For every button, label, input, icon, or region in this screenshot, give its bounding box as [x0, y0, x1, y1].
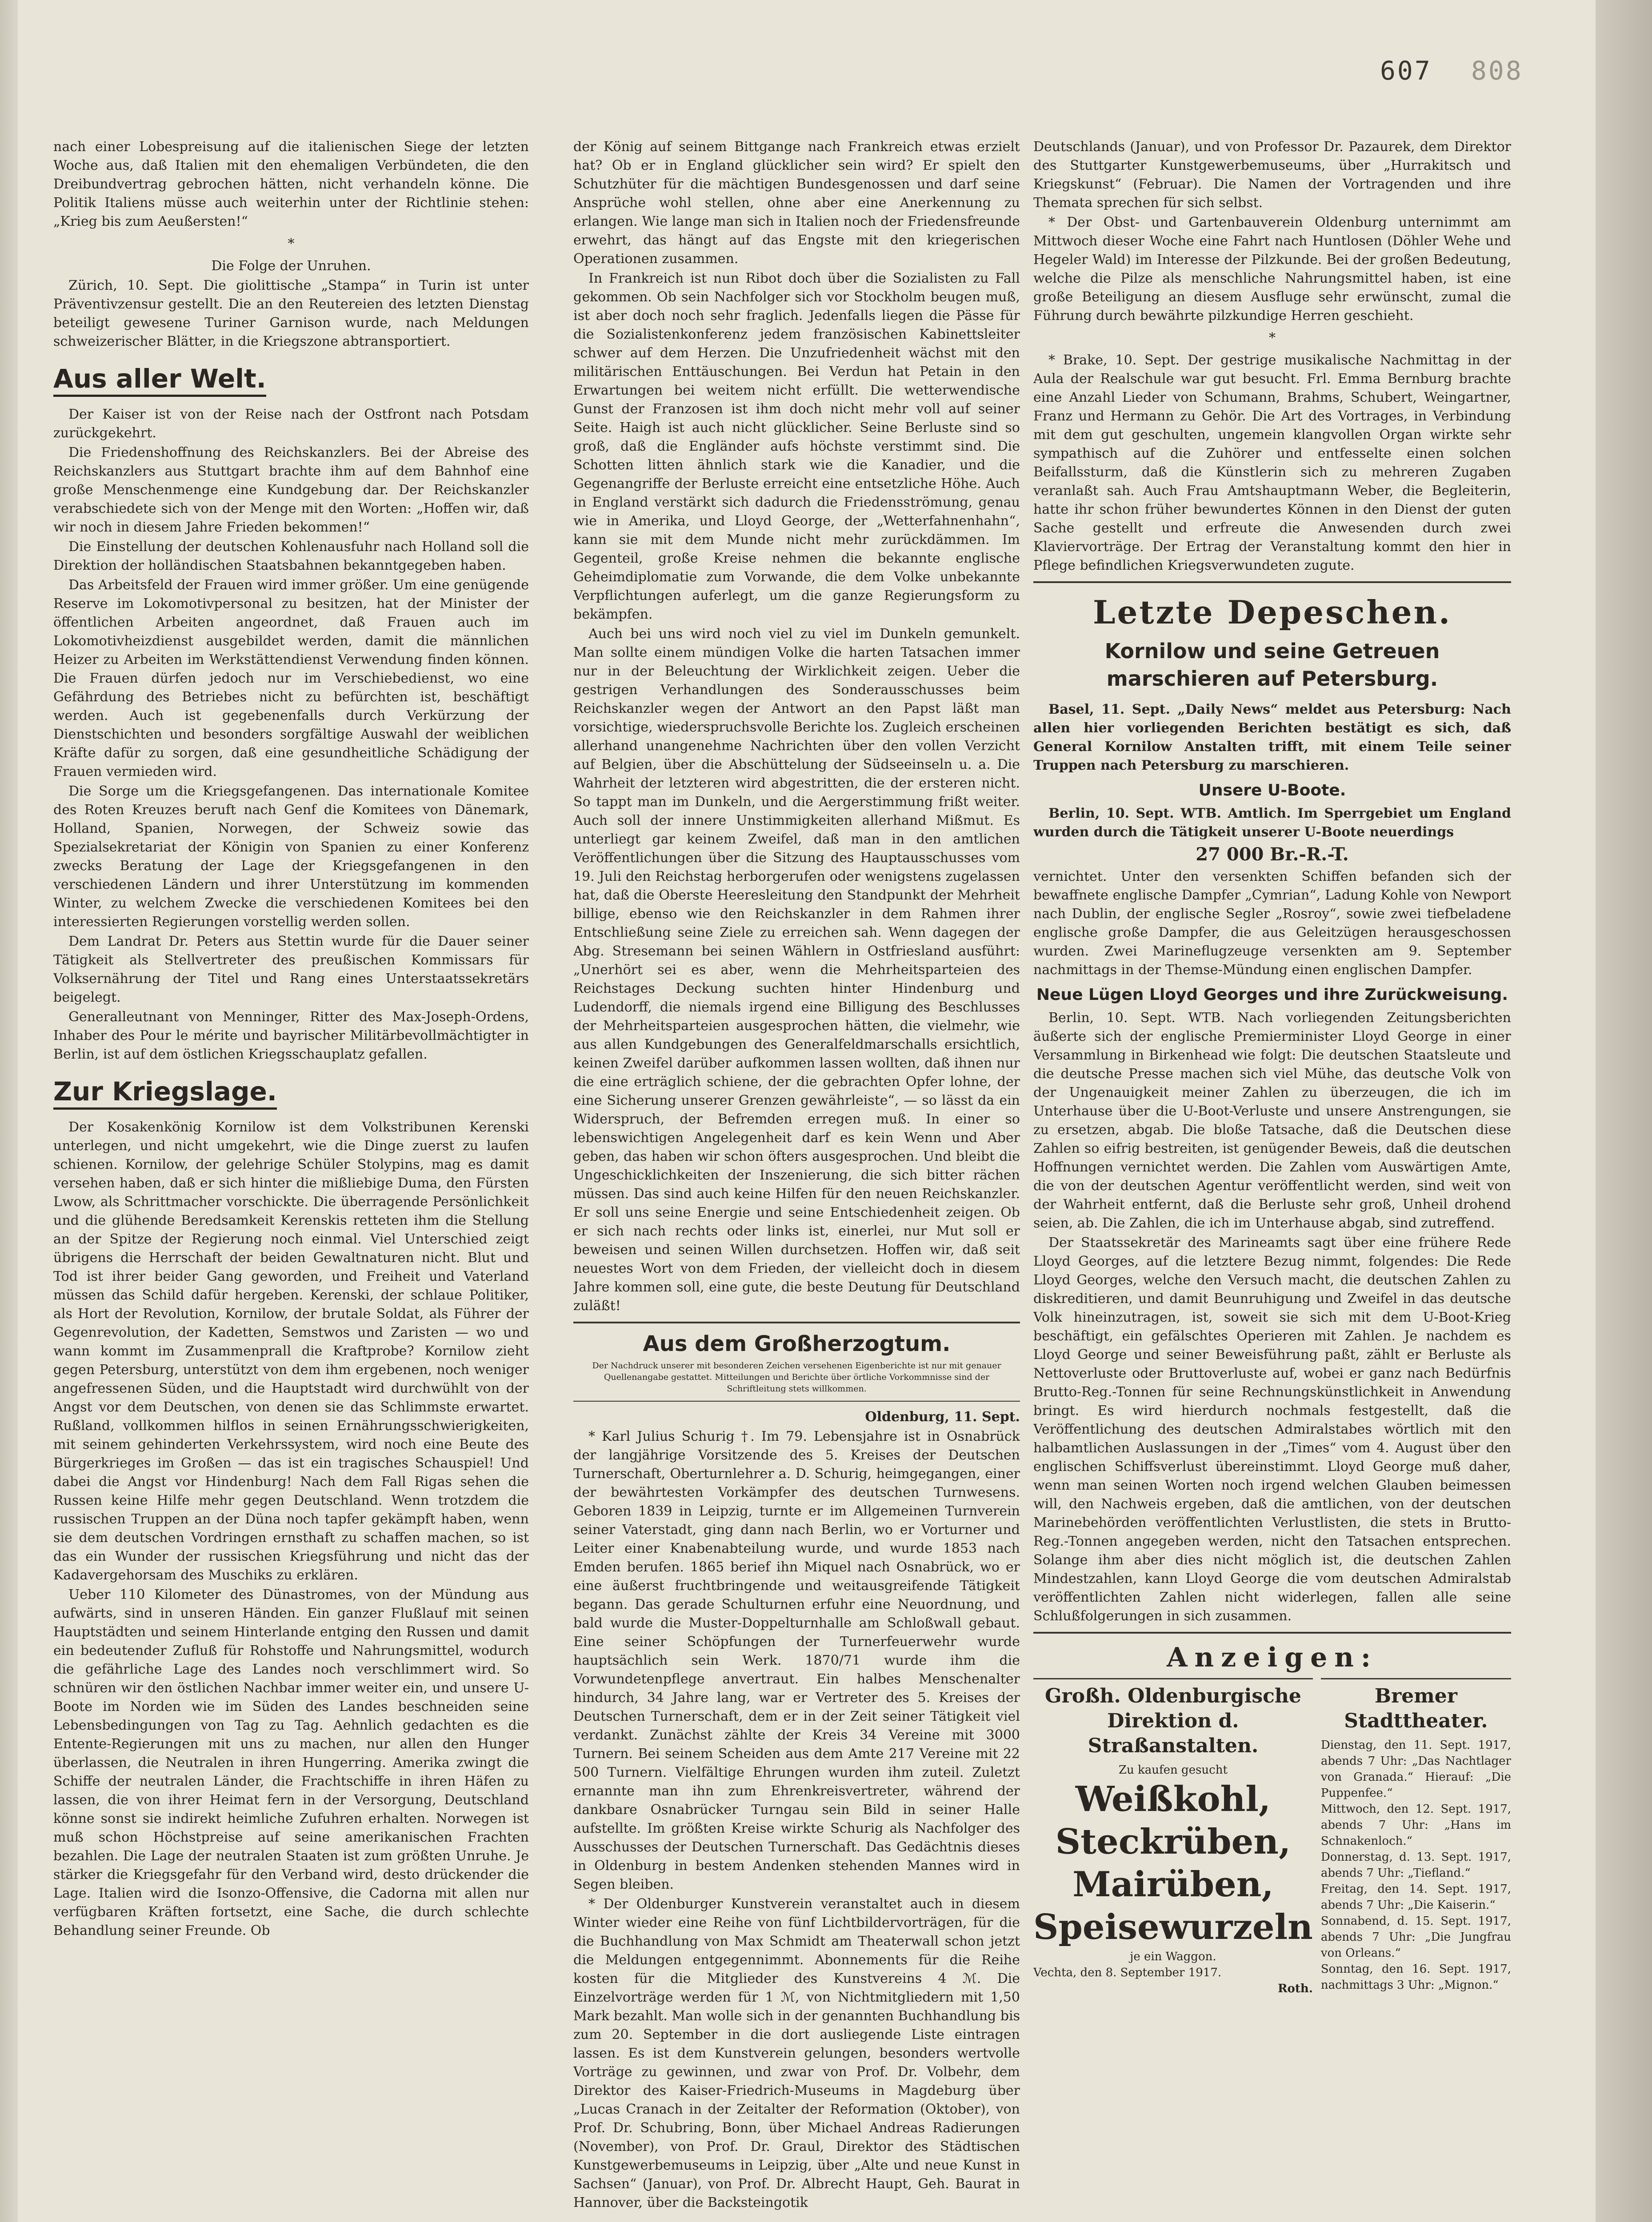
separator-star: * — [288, 236, 295, 252]
article-text: Deutschlands (Januar), und von Professor Dr. Pazaurek, dem Direktor des Stuttgarter Kunstgewerbemuseums, über „Hurrakitsch und Kriegskunst“ (Februar). Die Namen der Vortragenden und ihre Themata sprechen für sich selbst. — [1033, 139, 1511, 211]
page-number-faint: 808 — [1471, 56, 1523, 86]
ad-text: je ein Waggon. — [1130, 1950, 1216, 1963]
news-item: Die Einstellung der deutschen Kohlenausfuhr nach Holland soll die Direktion der holländischen Staatsbahnen bekanntgegeben haben. — [53, 539, 529, 573]
headline: Kornilow und seine Getreuen marschieren auf Petersburg. — [1104, 639, 1440, 691]
theater-listing: Mittwoch, den 12. Sept. 1917, abends 7 Uhr: „Hans im Schnakenloch.“ — [1320, 1802, 1511, 1848]
ad-text: Vechta, den 8. September 1917. — [1033, 1966, 1222, 1979]
news-item: Der Kaiser ist von der Reise nach der Ostfront nach Potsdam zurückgekehrt. — [53, 407, 529, 441]
theater-listing: Freitag, den 14. Sept. 1917, abends 7 Uhr: „Die Kaiserin.“ — [1320, 1882, 1511, 1912]
divider — [1033, 581, 1511, 583]
article-text: Der Kosakenkönig Kornilow ist dem Volkstribunen Kerenski unterlegen, und nicht umgekehrt, wie die Dinge zuerst zu laufen schienen. Kornilow, der gelehrige Schüler Stolypins, mag es damit versehen haben, daß er sich hinter die mißliebige Duma, den Fürsten Lwow, als Schrittmacher vorschickte. Die überragende Persönlichkeit und die glühende Beredsamkeit Kerenskis retteten ihm die Stellung an der Spitze der Regierung noch einmal. Viel Unterschied zeigt übrigens die Herrschaft der beiden Gewaltnaturen nicht. Blut und Tod ist ihrer beider Gang geworden, und Freiheit und Vaterland müssen das Schild dafür hergeben. Kerenski, der schlaue Politiker, als Hort der Revolution, Kornilow, der brutale Soldat, als Führer der Gegenrevolution, der Kadetten, Semstwos und Zaristen — wo und wann kommt im Zusammenprall die Kraftprobe? Kornilow zieht gegen Petersburg, unterstützt von dem ihm ergebenen, noch weniger angefressenen Süden, und die Hauptstadt wird durchwühlt von der Angst vor dem Deutschen, von denen sie das Schlimmste erwartet. Rußland, vollkommen hilflos in seinen Ernährungsschwierigkeiten, mit seinem gehinderten Verkehrssystem, wird noch eine Beute des Bürgerkrieges im Großen — das ist ein tragisches Schauspiel! Und dabei die Angst vor Hindenburg! Nach dem Fall Rigas sehen die Russen keine Hilfe mehr gegen Deutschland. Wenn trotzdem die russischen Truppen an der Düna noch tapfer gekämpft haben, wenn sie dem deutschen Vordringen ernsthaft zu schaffen machen, so ist das ein Wunder der russischen Kriegsführung und nicht das der Kadavergehorsam des Muschiks zu erklären. — [53, 1119, 529, 1583]
dispatch: vernichtet. Unter den versenkten Schiffen befanden sich der bewaffnete englische Dampfer „Cymrian“, Ladung Kohle von Newport nach Dublin, der englische Segler „Rosroy“, sowie zwei tiefbeladene englische große Dampfer, die aus Geleitzügen herausgeschossen wurden. Zwei Marineflugzeuge versenkten am 9. September nachmittags in der Themse-Mündung einen englischen Dampfer. — [1033, 869, 1511, 978]
section-title: Aus aller Welt. — [53, 364, 266, 397]
news-item: * Karl Julius Schurig †. Im 79. Lebensjahre ist in Osnabrück der langjährige Vorsitzende des 5. Kreises der Deutschen Turnerschaft, Oberturnlehrer a. D. Schurig, heimgegangen, einer der bewährtesten Vorkämpfer des deutschen Turnwesens. Geboren 1839 in Leipzig, turnte er im Allgemeinen Turnverein seiner Vaterstadt, ging dann nach Berlin, wo er Vorturner und Leiter einer Knabenabteilung wurde, und wurde 1853 nach Emden berufen. 1865 berief ihn Miquel nach Osnabrück, wo er eine äußerst fruchtbringende und weitausgreifende Tätigkeit begann. Das gerade Schulturnen erfuhr eine Neuordnung, und bald wurde die Muster-Doppelturnhalle am Schloßwall gebaut. Eine seiner Schöpfungen der Turnerfeuerwehr wurde hauptsächlich sein Werk. 1870/71 wurde ihm die Vorwundetenpflege anvertraut. Ein halbes Menschenalter hindurch, 34 Jahre lang, war er Vertreter des 5. Kreises der Deutschen Turnerschaft, dem er in der Zeit seiner Tätigkeit viel verdankt. Zunächst zählte der Kreis 34 Vereine mit 3000 Turnern. Bei seinem Scheiden aus dem Amte 217 Vereine mit 22 500 Turnern. Vielfältige Ehrungen wurden ihm zuteil. Zuletzt ernannte man ihn zum Ehrenkreisvertreter, während der dankbare Osnabrücker Turngau sein Bild in seiner Halle aufstellte. Im größten Kreise wirkte Schurig als Nachfolger des Ausschusses der Deutschen Turnerschaft. Das Gedächtnis dieses in Oldenburg in bestem Andenken stehenden Mannes wird in Segen bleiben. — [573, 1429, 1020, 1892]
ad-title: Bremer Stadttheater. — [1344, 1685, 1488, 1732]
divider — [573, 1322, 1020, 1323]
section-title: Letzte Depeschen. — [1092, 593, 1452, 631]
dispatch: Der Staatssekretär des Marineamts sagt über eine frühere Rede Lloyd Georges, auf die letztere Bezug nimmt, folgendes: Die Rede Lloyd Georges, welche den Versuch macht, die deutschen Zahlen zu diskreditieren, und damit Beunruhigung und Zweifel in das deutsche Volk hineinzutragen, ist, soweit sie sich mit dem U-Boot-Krieg beschäftigt, ein gefälschtes Operieren mit Zahlen. Je nachdem es Lloyd George und seiner Beweisführung paßt, zählt er Berluste als Nettoverluste oder Bruttoverluste auf, wobei er ganz nach Bedürfnis Brutto-Reg.-Tonnen für seine Rechnungskünstlichkeit in Anwendung bringt. Es wird hierdurch nochmals festgestellt, daß die Veröffentlichung des deutschen Admiralstabes wörtlich mit den halbamtlichen Auslassungen in der „Times“ vom 4. August über den englischen Schiffsverlust übereinstimmt. Lloyd George muß daher, wenn man seinen Worten noch irgend welchen Glauben beimessen will, den Nachweis ergeben, daß die amtlichen, von der deutschen Marinebehörden veröffentlichten Verlustlisten, die stets in Brutto-Reg.-Tonnen angegeben werden, nicht den Tatsachen entsprechen. Solange ihm aber dies nicht möglich ist, die deutschen Zahlen Mindestzahlen, kann Lloyd George die vom deutschen Admiralstab veröffentlichten Zahlen nicht widerlegen, fallen alle seine Schlußfolgerungen in sich zusammen. — [1033, 1235, 1511, 1624]
tonnage-figure: 27 000 Br.-R.-T. — [1196, 844, 1349, 865]
article-text: Ueber 110 Kilometer des Dünastromes, von der Mündung aus aufwärts, sind in unseren Händen. Ein ganzer Flußlauf mit seinen Hauptstädten und seinem Hinterlande entging den Russen und damit ein bedeutender Zufluß für Rohstoffe und Nahrungsmittel, wodurch die gefährliche Lage des Landes noch verschlimmert wird. So schnüren wir den östlichen Nachbar immer weiter ein, und unsere U-Boote im Norden wie im Süden des Landes beschneiden seine Lebensbedingungen von Tag zu Tag. Aehnlich gedachten es die Entente-Regierungen mit uns zu machen, nur allen den Hunger überlassen, die Neutralen in ihren Hungerring. Amerika zwingt die Schiffe der neutralen Länder, die Frachtschiffe in ihren Häfen zu lassen, die von ihrer Heimat fern in der Versorgung, Deutschland könne sonst sie indirekt heimliche Zufuhren erhalten. Norwegen ist muß schon Höchstpreise auf seine amerikanischen Frachten bezahlen. Die Lage der neutralen Staaten ist zum größten Unruhe. Je stärker die Kriegsgefahr für den Verband wird, desto drückender die Lage. Italien wird die Isonzo-Offensive, die Cadorna mit allen nur verfügbaren Kräften fortsetzt, eine Sache, die durch schlechte Behandlung seiner Freunde. Ob — [53, 1587, 529, 1938]
theater-listing: Sonntag, den 16. Sept. 1917, nachmittags 3 Uhr: „Mignon.“ — [1320, 1962, 1511, 1992]
news-item: Das Arbeitsfeld der Frauen wird immer größer. Um eine genügende Reserve im Lokomotivpersonal zu besitzen, hat der Minister der öffentlichen Arbeiten angeordnet, daß Frauen auch im Lokomotivheizdienst ausgebildet werden, damit die männlichen Heizer zu Arbeiten im Werkstättendienst Verwendung finden können. Die Frauen dürfen jedoch nur im Verschiebedienst, wo eine Gefährdung des Betriebes nicht zu befürchten ist, beschäftigt werden. Auch ist gegebenenfalls durch Verkürzung der Dienstschichten und besonders sorgfältige Auswahl der weiblichen Kräfte dafür zu sorgen, daß eine gesundheitliche Schädigung der Frauen vermieden wird. — [53, 577, 529, 779]
page-edge-shadow — [1596, 0, 1652, 2222]
headline: Neue Lügen Lloyd Georges und ihre Zurückweisung. — [1036, 986, 1508, 1004]
dispatch: Berlin, 10. Sept. WTB. Amtlich. Im Sperrgebiet um England wurden durch die Tätigkeit unserer U-Boote neuerdings — [1033, 806, 1511, 840]
theater-listing: Dienstag, den 11. Sept. 1917, abends 7 Uhr: „Das Nachtlager von Granada.“ Hierauf: „Die Puppenfee.“ — [1320, 1738, 1511, 1800]
theater-listing: Donnerstag, d. 13. Sept. 1917, abends 7 Uhr: „Tiefland.“ — [1320, 1850, 1511, 1880]
section-title: Aus dem Großherzogtum. — [643, 1331, 951, 1356]
theater-listing: Sonnabend, d. 15. Sept. 1917, abends 7 Uhr: „Die Jungfrau von Orleans.“ — [1320, 1914, 1511, 1960]
section-heading — [53, 361, 529, 396]
dispatch: Berlin, 10. Sept. WTB. Nach vorliegenden Zeitungsberichten äußerte sich der englische Premierminister Lloyd George in einer Versammlung in Birkenhead wie folgt: Die deutschen Staatsleute und die deutsche Presse machen sich viel Mühe, das deutsche Volk von der Ungenauigkeit meiner Zahlen zu überzeugen, die ich im Unterhause über die U-Boot-Verluste und unsere Anstrengungen, sie zu ersetzen, abgab. Die bloße Tatsache, daß die Deutschen diese Zahlen so eifrig bestreiten, ist genügender Beweis, daß die deutschen Hoffnungen vernichtet werden. Die Zahlen vom Auswärtigen Amte, die von der deutschen Agentur veröffentlicht werden, sind weit von der Wahrheit entfernt, daß die Berluste sehr groß, Unheil drohend seien, ab. Die Zahlen, die ich im Unterhause abgab, sind zutreffend. — [1033, 1010, 1511, 1231]
ad-text: Zu kaufen gesucht — [1118, 1763, 1228, 1777]
divider — [1033, 1632, 1511, 1634]
article-text: Zürich, 10. Sept. Die giolittische „Stampa“ in Turin ist unter Präventivzensur gestellt. Die an den Reutereien des letzten Dienstag beteiligt gewesene Turiner Garnison wurde, nach Meldungen schweizerischer Blätter, in die Kriegszone abtransportiert. — [53, 278, 529, 349]
ad-signature: Roth. — [1277, 1982, 1313, 1995]
advertisement — [1033, 1678, 1313, 1997]
dateline: Oldenburg, 11. Sept. — [865, 1409, 1020, 1425]
news-item: * Der Obst- und Gartenbauverein Oldenburg unternimmt am Mittwoch dieser Woche eine Fahrt nach Huntlosen (Döhler Wehe und Hegeler Wald) im Interesse der Pilzkunde. Bei der großen Bedeutung, welche die Pilze als menschliche Nahrungsmittel haben, ist eine große Beteiligung an diesem Ausfluge sehr erwünscht, zumal die Führung durch bewährte pilzkundige Herren geschieht. — [1033, 215, 1511, 324]
news-item: Die Sorge um die Kriegsgefangenen. Das internationale Komitee des Roten Kreuzes beruft nach Genf die Komitees von Dänemark, Holland, Spanien, Norwegen, der Schweiz sowie das Spezialsekretariat der Königin von Spanien zu einer Konferenz zwecks Beratung der Lage der Kriegsgefangenen in den verschiedenen Ländern und ihrer Unterstützung im kommenden Winter, zu welchem Zwecke die verschiedenen Komitees bei den interessierten Regierungen vorstellig werden sollen. — [53, 783, 529, 930]
ads-grid — [1033, 1678, 1511, 1997]
article-text: In Frankreich ist nun Ribot doch über die Sozialisten zu Fall gekommen. Ob sein Nachfolger sich vor Stockholm beugen muß, ist aber doch noch sehr fraglich. Jedenfalls liegen die Pässe für die Sozialistenkonferenz jedem französischen Kabinettsleiter schwer auf dem Herzen. Die Unzufriedenheit wächst mit den militärischen Enttäuschungen. Bei Verdun hat Petain in den Erwartungen bei weitem nicht erfüllt. Die wetterwendische Gunst der Franzosen ist ihm doch nicht mehr voll auf seiner Seite. Haigh ist auch nicht glücklicher. Seine Berluste sind so groß, daß die Engländer aufs höchste verstimmt sind. Die Schotten litten ähnlich stark wie die Kanadier, und die Gegenangriffe der Berluste erreicht eine entsetzliche Höhe. Auch in England verstärkt sich dadurch die Friedensströmung, genau wie in Amerika, und Lloyd George, der „Wetterfahnenhahn“, kann sie mit dem Munde nicht mehr zurückdämmen. Im Gegenteil, große Kreise nehmen die bekannte englische Geheimdiplomatie zum Vorwande, die dem Volke unbekannte Verpflichtungen auferlegt, um die ganze Regierungsform zu bekämpfen. — [573, 271, 1020, 622]
news-item: * Brake, 10. Sept. Der gestrige musikalische Nachmittag in der Aula der Realschule war gut besucht. Frl. Emma Bernburg brachte eine Anzahl Lieder von Schumann, Brahms, Schubert, Weingartner, Franz und Hermann zu Gehör. Die Art des Vortrages, in Verbindung mit dem gut geschulten, ungemein klangvollen Organ wirkte sehr sympathisch auf die Zuhörer und entfesselte einen solchen Beifallssturm, daß die Künstlerin sich zu mehreren Zugaben veranlaßt sah. Auch Frau Amtshauptmann Weber, die Begleiterin, hatte ihr schon früher bewundertes Können in den Dienst der guten Sache gestellt und erfreute die Anwesenden durch zwei Klaviervorträge. Der Ertrag der Veranstaltung kommt den hier in Pflege befindlichen Kriegsverwundeten zugute. — [1033, 352, 1511, 573]
column-right — [1033, 138, 1511, 2222]
ads-title: Anzeigen: — [1166, 1642, 1378, 1673]
news-item: Dem Landrat Dr. Peters aus Stettin wurde für die Dauer seiner Tätigkeit als Stellvertreter des preußischen Kommissars für Volksernährung der Titel und Rang eines Unterstaatssekretärs beigelegt. — [53, 934, 529, 1005]
subheading: Die Folge der Unruhen. — [211, 258, 371, 274]
section-title: Zur Kriegslage. — [53, 1076, 277, 1110]
column-left — [53, 138, 529, 2222]
news-item: Die Friedenshoffnung des Reichskanzlers. Bei der Abreise des Reichskanzlers aus Stuttgart brachte ihm auf dem Bahnhof eine große Menschenmenge eine Kundgebung dar. Der Reichskanzler verabschiedete sich von der Menge mit den Worten: „Hoffen wir, daß wir noch in diesem Jahre Frieden bekommen!“ — [53, 445, 529, 535]
divider — [573, 1401, 1020, 1402]
section-heading — [53, 1074, 529, 1109]
article-text: Auch bei uns wird noch viel zu viel im Dunkeln gemunkelt. Man sollte einem mündigen Volke die harten Tatsachen immer nur in der Beleuchtung der Wirklichkeit zeigen. Ueber die gestrigen Verhandlungen des Sonderausschusses beim Reichskanzler wegen der Antwort an den Papst läßt man vorsichtige, wiederspruchsvolle Berichte los. Zugleich erscheinen allerhand unangenehme Nachrichten über den vollen Verzicht auf Belgien, über die Abschüttelung der Südseeinseln u. a. Die Wahrheit der letzteren wird abgestritten, die der ersteren nicht. So tappt man im Dunkeln, und die Aergerstimmung frißt weiter. Auch soll der innere Unstimmigkeiten allerhand Mißmut. Es unterliegt gar keinem Zweifel, daß man in den amtlichen Veröffentlichungen über die Sitzung des Hauptausschusses vom 19. Juli den Reichstag herborgerufen oder wenigstens zugelassen hat, daß die Oberste Heeresleitung den Standpunkt der Mehrheit billige, ebenso wie den Reichskanzler in dem Rahmen ihrer Entschließung seine Ziele zu erreichen sah. Wenn dagegen der Abg. Stresemann bei seinen Wählern in Ostfriesland ausführt: „Unerhört sei es aber, wenn die Mehrheitsparteien des Reichstages Deckung suchten hinter Hindenburg und Ludendorff, die niemals irgend eine Billigung des Beschlusses der Mehrheitsparteien ausgesprochen hätten, die vielmehr, wie aus allen Kundgebungen des Generalfeldmarschalls ersichtlich, keinen Zweifel darüber aufkommen lassen wollten, daß ihnen nur die eine erträglich schiene, der die gebrachten Opfer lohne, der eine Sicherung unserer Grenzen gewährleiste“, — so lässt da ein Widerspruch, der Befremden erregen muß. In einer so lebenswichtigen Angelegenheit darf es kein Wenn und Aber geben, das haben wir schon öfters ausgesprochen. Und bleibt die Ungeschicklichkeiten der Inszenierung, die sich bitter rächen müssen. Das sind auch keine Hilfen für den neuen Reichskanzler. Er soll uns seine Energie und seine Entschiedenheit zeigen. Ob er sich nach rechts oder links ist, einerlei, nur Mut soll er beweisen und seinen Willen durchsetzen. Hoffen wir, daß seit neuestes Wort von dem Frieden, der vielleicht doch in diesem Jahre kommen soll, eine gute, die beste Deutung für Deutschland zuläßt! — [573, 626, 1020, 1314]
headline: Unsere U-Boote. — [1198, 781, 1346, 799]
separator-star: * — [1269, 330, 1276, 346]
column-middle — [573, 138, 1020, 2222]
advertisement — [1321, 1678, 1511, 1997]
news-item: Generalleutnant von Menninger, Ritter des Max-Joseph-Ordens, Inhaber des Pour le mérite und bayrischer Militärbevollmächtigter in Berlin, ist auf dem östlichen Kriegsschauplatz gefallen. — [53, 1009, 529, 1062]
ad-headline: Weißkohl, Steckrüben, Mairüben, Speisewurzeln — [1033, 1779, 1313, 1947]
ad-title: Großh. Oldenburgische Direktion d. Straßanstalten. — [1044, 1685, 1301, 1757]
editorial-note: Der Nachdruck unserer mit besonderen Zeichen versehenen Eigenberichte ist nur mit genauer Quellenangabe gestattet. Mitteilungen und Berichte über örtliche Vorkommnisse sind der Schriftleitung stets willkommen. — [592, 1361, 1001, 1394]
article-text: nach einer Lobespreisung auf die italienischen Siege der letzten Woche aus, daß Italien mit den ehemaligen Verbündeten, die den Dreibundvertrag gebrochen hätten, nicht verhandeln könne. Die Politik Italiens müsse auch weiterhin unter der Richtlinie stehen: „Krieg bis zum Aeußersten!“ — [53, 139, 529, 229]
article-text: der König auf seinem Bittgange nach Frankreich etwas erzielt hat? Ob er in England glücklicher sein wird? Er spielt den Schutzhüter für die mächtigen Bundesgenossen und darf seine Ansprüche wohl stellen, ohne aber eine Anerkennung zu erlangen. Wie lange man sich in Italien noch der Friedensfreunde erwehrt, das hängt auf das Engste mit den kriegerischen Operationen zusammen. — [573, 139, 1020, 267]
news-item: * Der Oldenburger Kunstverein veranstaltet auch in diesem Winter wieder eine Reihe von fünf Lichtbildervorträgen, für die die Buchhandlung von Max Schmidt am Theaterwall schon jetzt die Meldungen entgegennimmt. Abonnements für die Reihe kosten für die Mitglieder des Kunstvereins 4 ℳ. Die Einzelvorträge werden für 1 ℳ, von Nichtmitgliedern mit 1,50 Mark bezahlt. Man wolle sich in der genannten Buchhandlung bis zum 20. September in die dort ausliegende Liste eintragen lassen. Es ist dem Kunstverein gelungen, besonders wertvolle Vorträge zu gewinnen, und zwar von Prof. Dr. Volbehr, dem Direktor des Kaiser-Friedrich-Museums in Magdeburg über „Lucas Cranach in der Zeitalter der Reformation (Oktober), von Prof. Dr. Schubring, Bonn, über Michael Andreas Radierungen (November), von Prof. Dr. Graul, Direktor des Städtischen Kunstgewerbemuseums in Leipzig, über „Alte und neue Kunst in Sachsen“ (Januar), von Prof. Dr. Albrecht Haupt, Geh. Baurat in Hannover, über die Backsteingotik — [573, 1896, 1020, 2210]
page-number: 607 — [1380, 56, 1432, 86]
dispatch: Basel, 11. Sept. „Daily News“ meldet aus Petersburg: Nach allen hier vorliegenden Berichten bestätigt es sich, daß General Kornilow Anstalten trifft, mit einem Teile seiner Truppen nach Petersburg zu marschieren. — [1033, 702, 1511, 773]
